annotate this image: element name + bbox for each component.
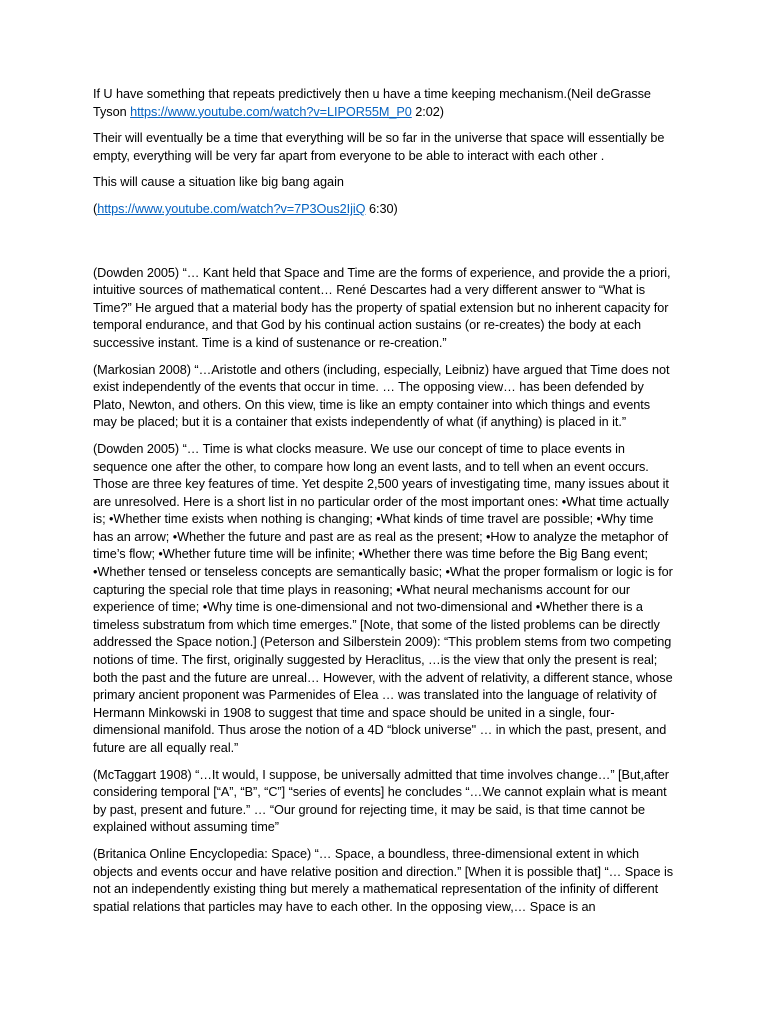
blank-space [93, 228, 675, 265]
paragraph-empty-space: Their will eventually be a time that everything will be so far in the universe that space will essentially be empty, everything will be very far apart from everyone to be able to interact with each other . [93, 131, 665, 163]
paragraph-big-bang: This will cause a situation like big bang again [93, 175, 344, 190]
youtube-link-big-bang[interactable]: https://www.youtube.com/watch?v=7P3Ous2IjiQ [97, 201, 366, 216]
paragraph-markosian: (Markosian 2008) “…Aristotle and others (including, especially, Leibniz) have argued that Time does not exist independently of the events that occur in time. … The opposing view… has been defended by Plato, Newton, and others. On this view, time is like an empty container into which things and events may be placed; but it is a container that exists independently of what (if anything) is placed in it.” [93, 362, 670, 430]
paragraph-dowden-clocks: (Dowden 2005) “… Time is what clocks measure. We use our concept of time to place events in sequence one after the other, to compare how long an event lasts, and to tell when an event occurs. Those are three key features of time. Yet despite 2,500 years of investigating time, many issues about it are unresolved. Here is a short list in no particular order of the most important ones: •What time actually is; •Whether time exists when nothing is changing; •What kinds of time travel are possible; •Why time has an arrow; •Whether the future and past are as real as the present; •How to analyze the metaphor of time’s flow; •Whether future time will be infinite; •Whether there was time before the Big Bang event; •Whether tensed or tenseless concepts are semantically basic; •What the proper formalism or logic is for capturing the special role that time plays in reasoning; •What neural mechanisms account for our experience of time; •Why time is one-dimensional and not two-dimensional and •Whether there is a timeless substratum from which time emerges.” [Note, that some of the listed problems can be directly addressed the Space notion.] (Peterson and Silberstein 2009): “This problem stems from two competing notions of time. The first, originally suggested by Heraclitus, …is the view that only the present is real; both the past and the future are unreal… However, with the advent of relativity, a different stance, whose primary ancient proponent was Parmenides of Elea … was translated into the language of relativity of Hermann Minkowski in 1908 to suggest that time and space should be united in a single, four-dimensional manifold. Thus arose the notion of a 4D “block universe" … in which the past, present, and future are all equally real.” [93, 441, 673, 755]
youtube-link-tyson[interactable]: https://www.youtube.com/watch?v=LIPOR55M_P0 [130, 104, 412, 119]
paragraph-tyson-quote [93, 86, 675, 121]
timestamp-text: 2:02) [411, 104, 444, 119]
paragraph-britannica-space: (Britanica Online Encyclopedia: Space) “… Space, a boundless, three-dimensional extent in which objects and events occur and have relative position and direction.” [When it is possible that] “… Space is not an independently existing thing but merely a mathematical representation of the infinity of different spatial relations that particles may have to each other. In the opposing view,… Space is an [93, 846, 674, 914]
paragraph-video-reference [93, 201, 675, 219]
open-paren: ( [93, 201, 98, 216]
paragraph-mctaggart: (McTaggart 1908) “…It would, I suppose, be universally admitted that time involves change…” [But,after considering temporal [“A”, “B”, “C”] “series of events] he concludes “…We cannot explain what is meant by past, present and future.” … “Our ground for rejecting time, it may be said, is that time cannot be explained without assuming time” [93, 767, 669, 835]
document-page [93, 86, 675, 925]
paragraph-text: If U have something that repeats predictively then u have a time keeping mechanism.(Neil deGrasse Tyson [93, 87, 651, 119]
paragraph-dowden-kant: (Dowden 2005) “… Kant held that Space and Time are the forms of experience, and provide the a priori, intuitive sources of mathematical content… René Descartes had a very different answer to “What is Time?” He argued that a material body has the property of spatial extension but no inherent capacity for temporal endurance, and that God by his continual action sustains (or re-creates) the body at each successive instant. Time is a kind of sustenance or re-creation.” [93, 265, 671, 350]
timestamp-text: 6:30) [365, 201, 398, 216]
